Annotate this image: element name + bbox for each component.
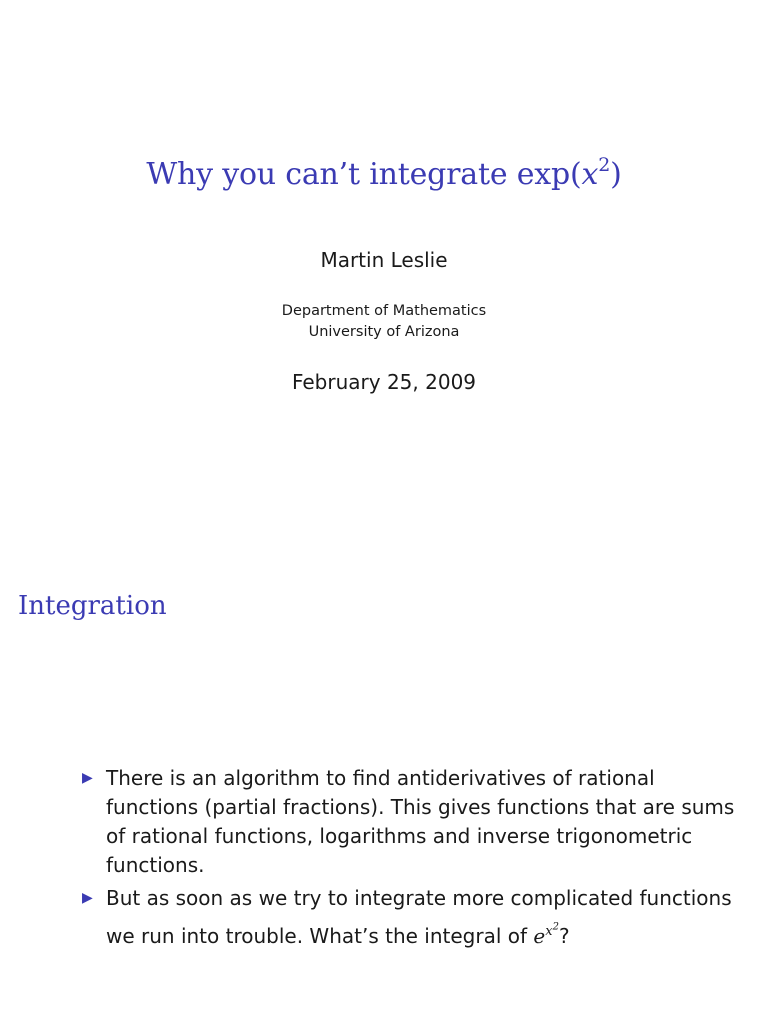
integration-slide (0, 512, 768, 1024)
triangle-bullet-icon: ▶ (82, 770, 93, 786)
bullet-text: But as soon as we try to integrate more complicated functions we run into trouble. What’s the integral of (106, 886, 732, 948)
institute-block (0, 301, 768, 343)
presentation-title (0, 156, 768, 192)
math-exponent-power: 2 (552, 922, 559, 933)
presentation-date: February 25, 2009 (291, 370, 477, 394)
list-item (78, 764, 738, 880)
author-name: Martin Leslie (320, 248, 448, 272)
list-item (78, 884, 738, 951)
title-close-paren: ) (610, 157, 622, 192)
department-name: Department of Mathematics (281, 303, 487, 319)
title-text: Why you can’t integrate exp( (146, 157, 582, 192)
math-base: e (533, 923, 546, 948)
triangle-bullet-icon: ▶ (82, 890, 93, 906)
title-math-exponent: 2 (598, 154, 611, 176)
university-name: University of Arizona (308, 324, 460, 340)
frame-title: Integration (18, 591, 167, 621)
math-exponent-base: x (545, 924, 553, 940)
bullet-text: There is an algorithm to find antiderivatives of rational functions (partial fractions). This gives functions that are sums of rational functions, logarithms and inverse trigonometric functions. (106, 766, 735, 877)
bullet-text-end: ? (558, 923, 570, 948)
math-expression (533, 924, 559, 948)
title-math-variable: x (581, 157, 599, 192)
math-exponent (545, 924, 559, 939)
bullet-list (78, 764, 738, 955)
